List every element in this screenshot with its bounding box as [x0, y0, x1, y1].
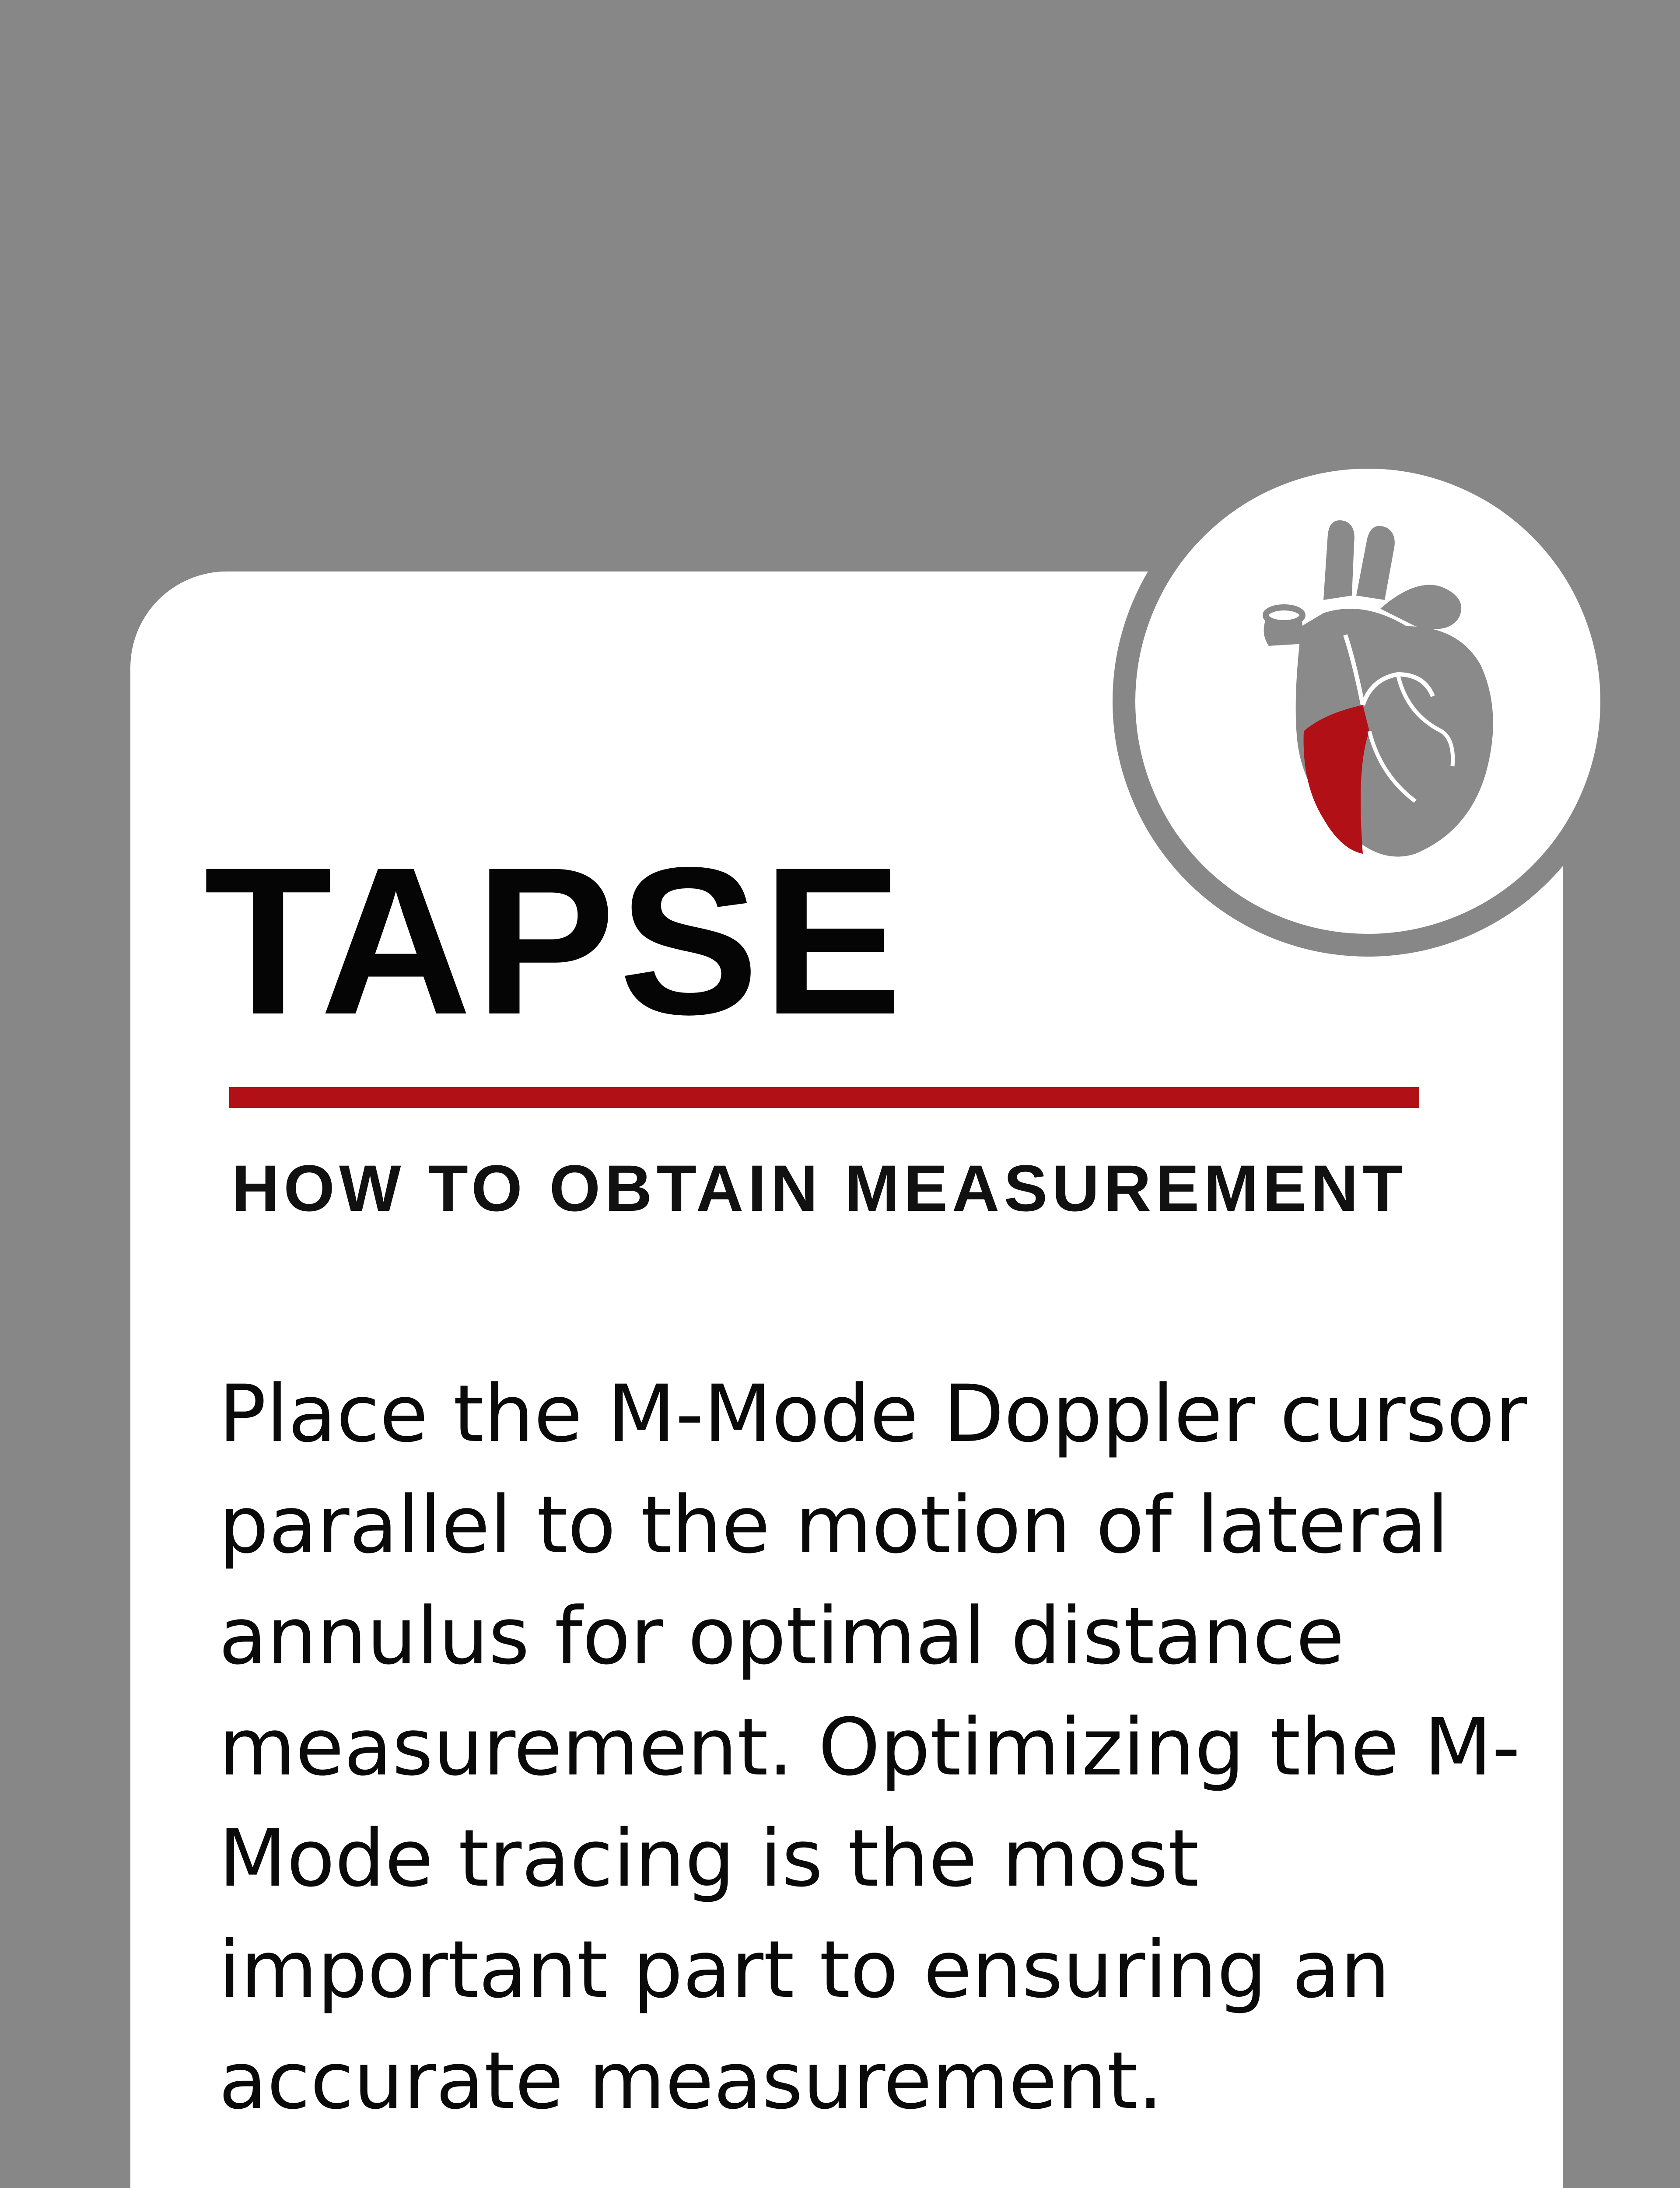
card-body: Place the M-Mode Doppler cursor parallel to the motion of lateral annulus for optimal distance measurement. Optimizing the M-Mode tracing is the most important part to ensuring an accurate measurement. [219, 1368, 1527, 2127]
card-subtitle: HOW TO OBTAIN MEASUREMENT [232, 1151, 1407, 1225]
card-title: TAPSE [204, 823, 906, 1058]
heart-icon [1135, 469, 1600, 934]
title-divider [229, 1087, 1419, 1108]
heart-badge [1113, 446, 1623, 957]
